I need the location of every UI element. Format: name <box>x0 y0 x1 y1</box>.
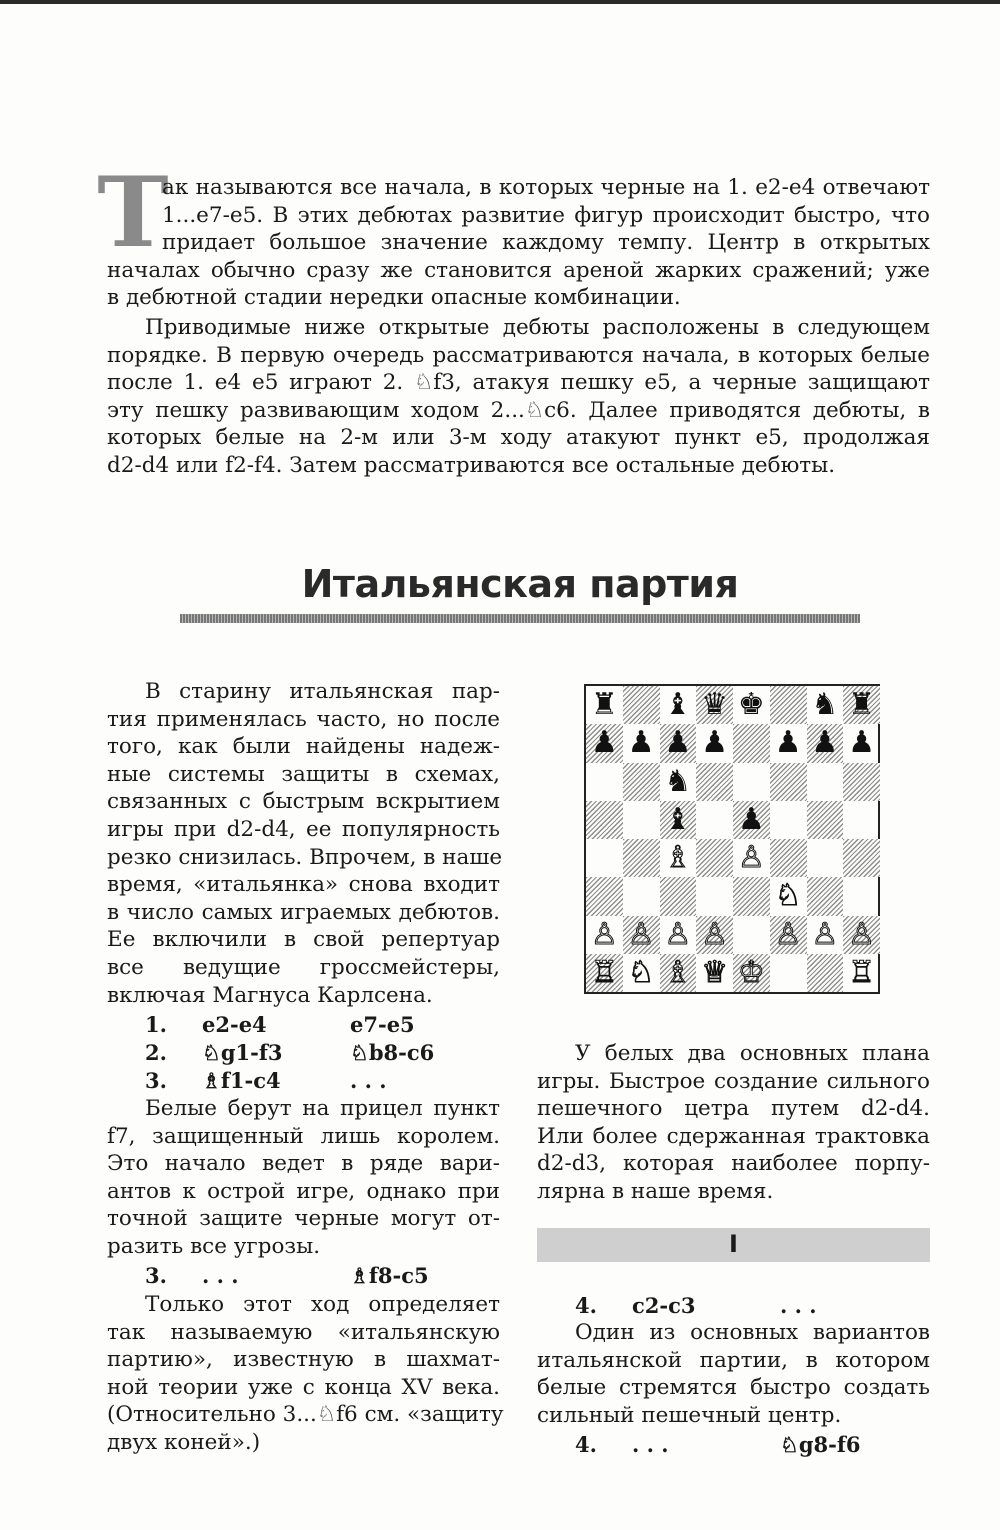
left-paragraph-3 <box>107 1291 504 1457</box>
square-d6 <box>696 763 733 801</box>
text-line: время, «итальянка» снова входит <box>107 872 500 898</box>
square-a4 <box>586 839 623 877</box>
square-g1 <box>807 954 844 992</box>
text-line: после 1. e4 e5 играют 2. ♘f3, атакуя пешку e5, а черные защищают <box>107 370 930 396</box>
chess-piece-a1: ♖ <box>590 954 618 990</box>
square-h4 <box>843 839 880 877</box>
right-paragraph-1 <box>537 1040 930 1206</box>
left-paragraph-2 <box>107 1095 500 1261</box>
square-e7 <box>733 724 770 762</box>
chess-piece-g7: ♟ <box>811 725 839 761</box>
section-heading: Итальянская партия <box>301 562 739 606</box>
square-h6 <box>843 763 880 801</box>
chess-piece-g2: ♙ <box>811 916 839 952</box>
chess-piece-d7: ♟ <box>701 725 729 761</box>
text-line: того, как были найдены надеж- <box>107 734 500 760</box>
square-b5 <box>623 801 660 839</box>
move-number: 4. <box>575 1432 597 1457</box>
move-black: ♗f8-c5 <box>350 1263 429 1288</box>
text-line: (Относительно 3...♘f6 см. «защиту <box>107 1402 504 1428</box>
text-line: игры при d2-d4, ее популярность <box>107 816 500 842</box>
square-d3 <box>696 877 733 915</box>
page-top-edge <box>0 0 1000 4</box>
text-line: порядке. В первую очередь рассматриваются начала, в которых белые <box>107 342 930 368</box>
text-line: Белые берут на прицел пункт <box>145 1096 500 1121</box>
move-number: 2. <box>145 1040 167 1065</box>
chess-piece-c7: ♟ <box>664 725 692 761</box>
move-white: ♗f1-c4 <box>202 1068 281 1093</box>
square-a5 <box>586 801 623 839</box>
square-f5 <box>770 801 807 839</box>
text-line: связанных с быстрым вскрытием <box>107 789 500 815</box>
move-line <box>145 1040 500 1066</box>
square-b8 <box>623 686 660 724</box>
move-white: e2-e4 <box>202 1012 267 1037</box>
text-line: придает большое значение каждому темпу. Центр в открытых <box>162 230 930 256</box>
chess-piece-f3: ♘ <box>774 878 802 914</box>
text-line: резко снизилась. Впрочем, в наше <box>107 844 503 870</box>
chess-piece-a7: ♟ <box>590 725 618 761</box>
square-c3 <box>660 877 697 915</box>
square-g4 <box>807 839 844 877</box>
text-line: партию», известную в шахмат- <box>107 1347 500 1373</box>
square-a3 <box>586 877 623 915</box>
square-h3 <box>843 877 880 915</box>
text-line: включая Магнуса Карлсена. <box>107 982 433 1008</box>
text-line: началах обычно сразу же становится ареной жарких сражений; уже <box>107 257 930 283</box>
square-g5 <box>807 801 844 839</box>
chess-piece-h7: ♟ <box>848 725 876 761</box>
text-line: f7, защищенный лишь королем. <box>107 1123 500 1149</box>
chess-piece-h8: ♜ <box>848 687 876 722</box>
move-white: ♘g1-f3 <box>202 1040 283 1065</box>
square-a6 <box>586 763 623 801</box>
section-number-bar <box>537 1228 930 1262</box>
square-d5 <box>696 801 733 839</box>
chess-piece-f7: ♟ <box>774 725 802 761</box>
text-line: Один из основных вариантов <box>575 1320 930 1345</box>
text-line: все ведущие гроссмейстеры, <box>107 954 500 980</box>
square-e3 <box>733 877 770 915</box>
chess-diagram <box>584 684 880 994</box>
chess-piece-b7: ♟ <box>627 725 655 761</box>
chess-piece-a8: ♜ <box>590 687 618 722</box>
move-line <box>575 1432 930 1458</box>
left-paragraph-1 <box>107 678 503 1009</box>
move-line <box>145 1012 500 1038</box>
text-line: которых белые на 2-м или 3-м ходу атакуют пункт e5, продолжая <box>107 425 930 451</box>
chess-piece-c6: ♞ <box>664 763 692 799</box>
move-line <box>575 1293 930 1319</box>
text-line: d2-d4 или f2-f4. Затем рассматриваются все остальные дебюты. <box>107 452 836 478</box>
chess-piece-h2: ♙ <box>848 916 876 952</box>
chess-piece-d1: ♕ <box>701 954 729 990</box>
text-line: точной защите черные могут от- <box>107 1206 500 1232</box>
intro-paragraph-1 <box>107 174 930 312</box>
text-line: В старину итальянская пар- <box>145 679 500 704</box>
chess-piece-h1: ♖ <box>848 954 876 990</box>
text-line: ной теории уже с конца XV века. <box>107 1374 500 1400</box>
move-number: 3. <box>145 1068 167 1093</box>
move-black: ♘b8-c6 <box>350 1040 435 1065</box>
intro-paragraph-2 <box>107 314 930 480</box>
square-b6 <box>623 763 660 801</box>
square-g6 <box>807 763 844 801</box>
text-line: Приводимые ниже открытые дебюты расположены в следующем <box>145 315 930 340</box>
chess-piece-c8: ♝ <box>664 687 692 722</box>
square-f8 <box>770 686 807 724</box>
text-line: ак называются все начала, в которых черные на 1. e2-e4 отвечают <box>162 175 930 200</box>
move-line <box>145 1263 500 1289</box>
text-line: двух коней».) <box>107 1429 261 1455</box>
chess-piece-a2: ♙ <box>590 916 618 952</box>
chess-piece-c5: ♝ <box>664 801 692 837</box>
text-line: итальянской партии, в котором <box>537 1347 930 1373</box>
square-b3 <box>623 877 660 915</box>
chess-piece-d8: ♛ <box>701 687 729 722</box>
text-line: Или более сдержанная трактовка <box>537 1123 930 1149</box>
square-g3 <box>807 877 844 915</box>
move-black: . . . <box>350 1068 387 1093</box>
chess-piece-e4: ♙ <box>737 840 765 875</box>
move-line <box>145 1068 500 1094</box>
move-white: c2-c3 <box>632 1293 696 1318</box>
move-black: . . . <box>780 1293 817 1318</box>
move-black: e7-e5 <box>350 1012 415 1037</box>
chess-piece-g8: ♞ <box>811 687 839 722</box>
text-line: У белых два основных плана <box>575 1041 930 1066</box>
chess-piece-c4: ♗ <box>664 840 692 875</box>
square-f1 <box>770 954 807 992</box>
text-line: разить все угрозы. <box>107 1233 321 1259</box>
text-line: ные системы защиты в схемах, <box>107 761 500 787</box>
square-e2 <box>733 916 770 954</box>
text-line: лярна в наше время. <box>537 1178 774 1204</box>
text-line: Ее включили в свой репертуар <box>107 927 500 953</box>
drop-cap-letter: Т <box>97 156 169 269</box>
square-h5 <box>843 801 880 839</box>
chess-piece-e8: ♚ <box>737 687 765 722</box>
move-number: 4. <box>575 1293 597 1318</box>
move-white: . . . <box>632 1432 669 1457</box>
move-number: 3. <box>145 1263 167 1288</box>
heading-rule <box>180 614 860 623</box>
text-line: d2-d3, которая наиболее порпу- <box>537 1151 930 1177</box>
chess-piece-c2: ♙ <box>664 916 692 952</box>
square-d4 <box>696 839 733 877</box>
text-line: в дебютной стадии нередки опасные комбинации. <box>107 285 681 311</box>
chess-piece-e5: ♟ <box>737 801 765 837</box>
text-line: пешечного цетра путем d2-d4. <box>537 1096 930 1122</box>
text-line: так называемую «итальянскую <box>107 1319 500 1345</box>
text-line: игры. Быстрое создание сильного <box>537 1068 930 1094</box>
text-line: сильный пешечный центр. <box>537 1402 842 1428</box>
chess-piece-d2: ♙ <box>701 916 729 952</box>
text-line: тия применялась часто, но после <box>107 706 500 732</box>
right-paragraph-2 <box>537 1319 930 1429</box>
chess-piece-b1: ♘ <box>627 954 655 990</box>
move-number: 1. <box>145 1012 167 1037</box>
text-line: белые стремятся быстро создать <box>537 1375 930 1401</box>
square-f4 <box>770 839 807 877</box>
move-black: ♘g8-f6 <box>780 1432 861 1457</box>
text-line: Только этот ход определяет <box>145 1292 500 1317</box>
chess-piece-b2: ♙ <box>627 916 655 952</box>
chess-piece-f2: ♙ <box>774 916 802 952</box>
square-b4 <box>623 839 660 877</box>
chess-piece-e1: ♔ <box>737 954 765 990</box>
text-line: 1...e7-e5. В этих дебютах развитие фигур происходит быстро, что <box>162 202 930 228</box>
text-line: эту пешку развивающим ходом 2...♘c6. Далее приводятся дебюты, в <box>107 397 930 423</box>
text-line: Это начало ведет в ряде вари- <box>107 1151 500 1177</box>
move-white: . . . <box>202 1263 239 1288</box>
square-e6 <box>733 763 770 801</box>
section-number: I <box>729 1230 738 1258</box>
text-line: в число самых играемых дебютов. <box>107 899 500 925</box>
text-line: антов к острой игре, однако при <box>107 1178 500 1204</box>
chess-piece-c1: ♗ <box>664 954 692 990</box>
square-f6 <box>770 763 807 801</box>
